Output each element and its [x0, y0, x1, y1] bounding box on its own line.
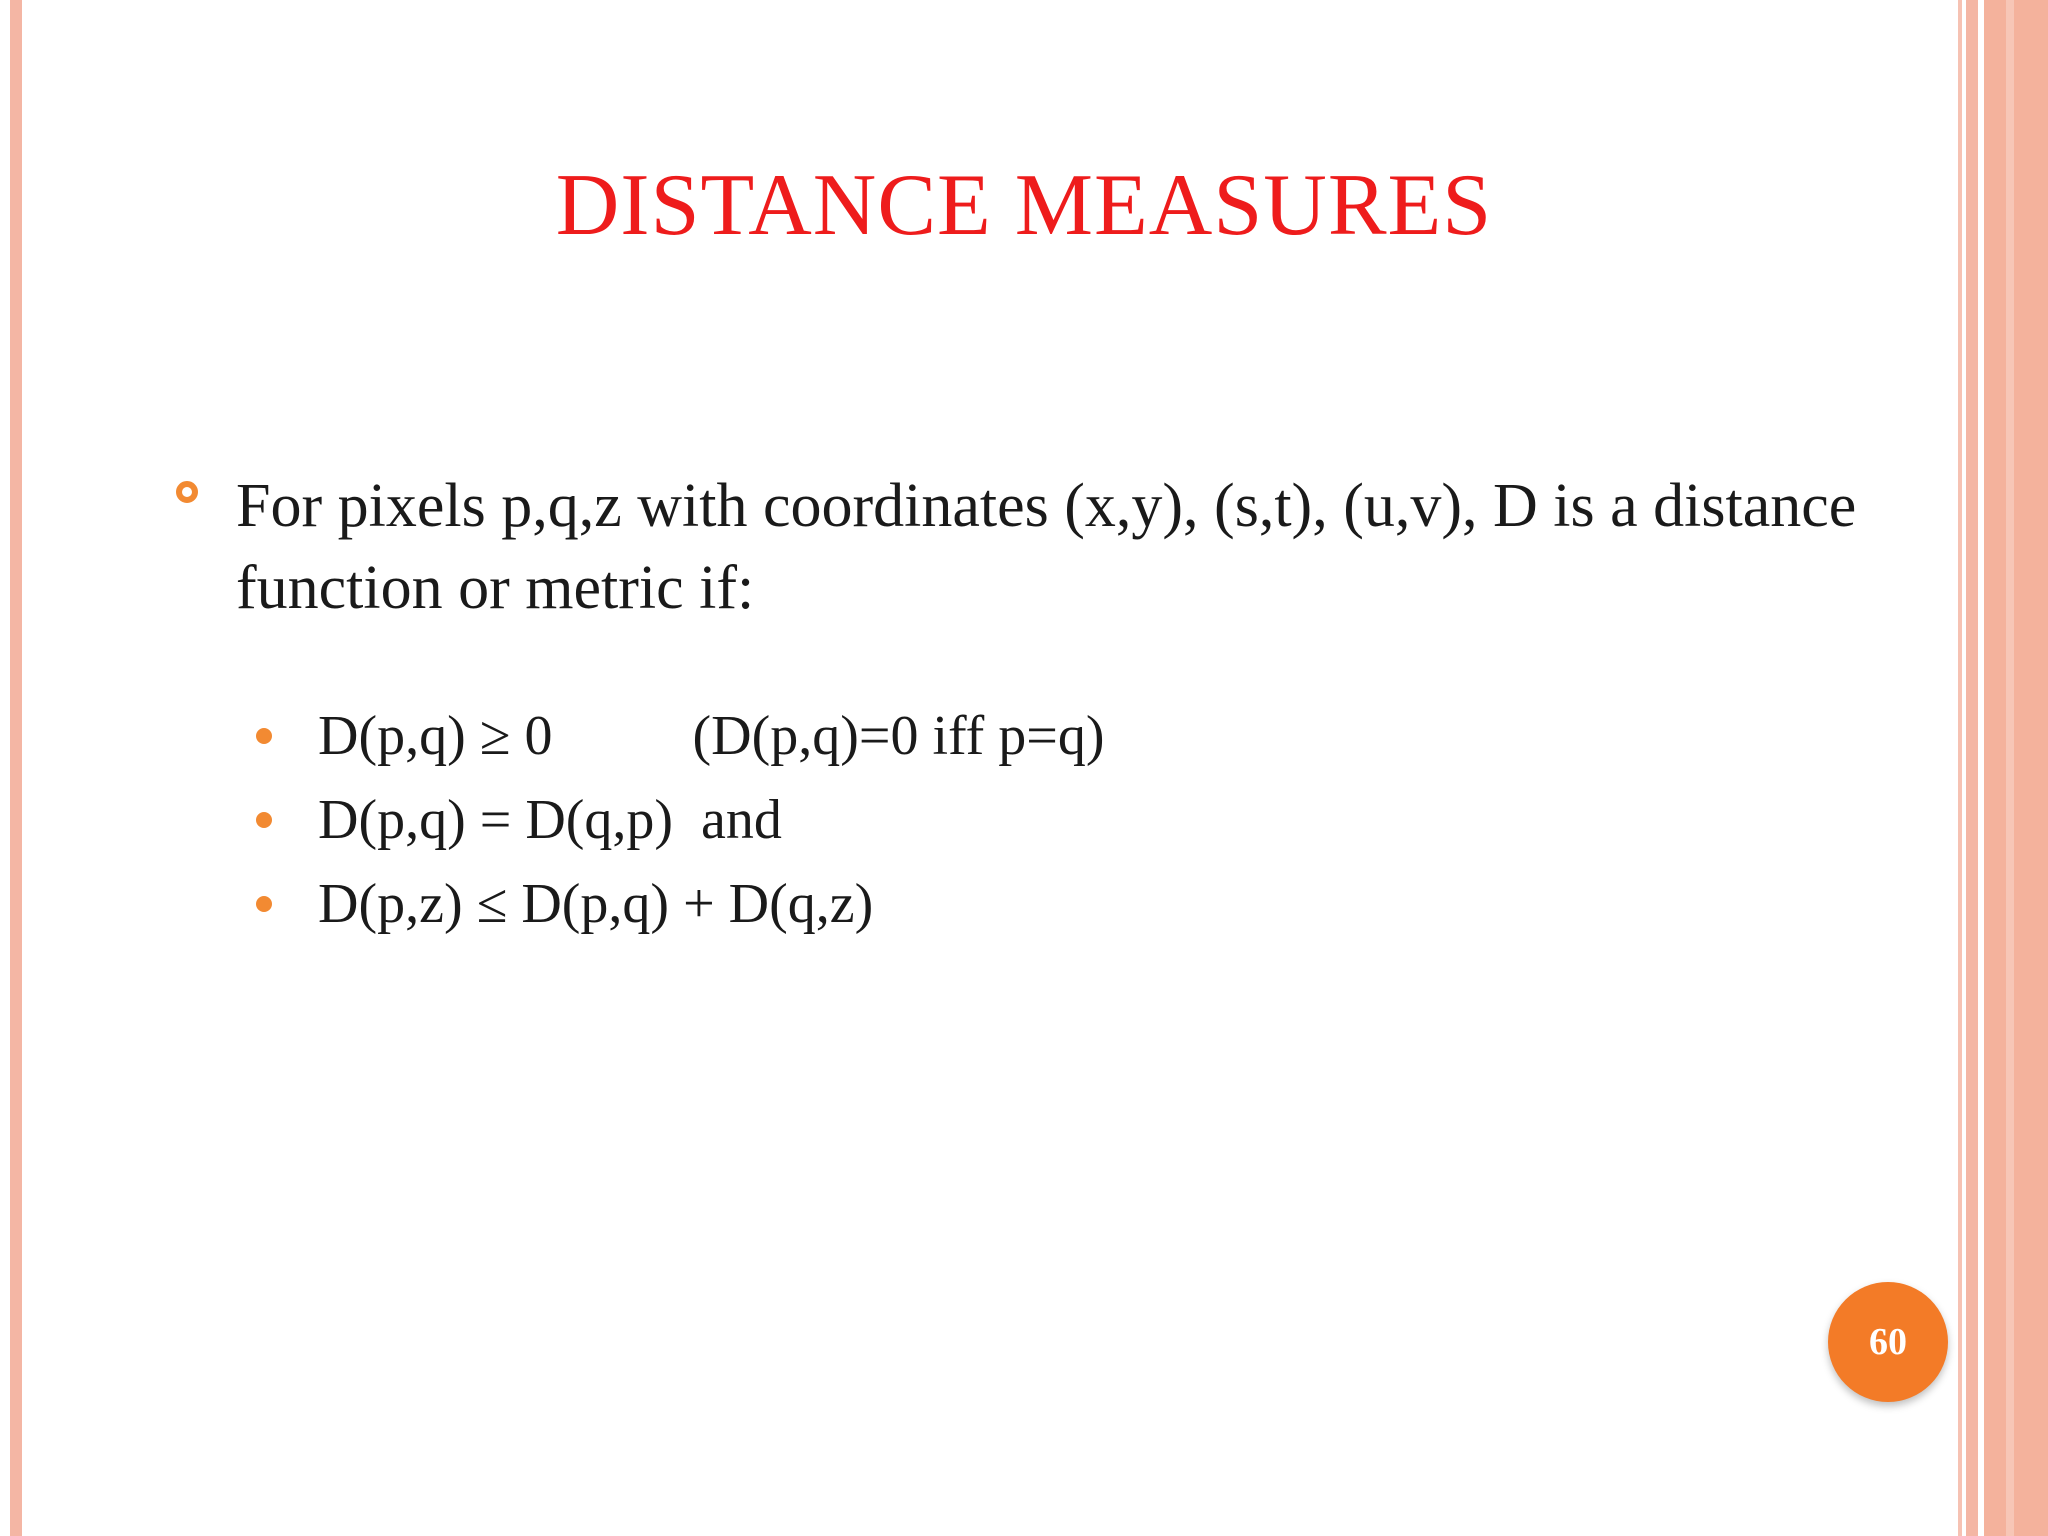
- page-number-badge: 60: [1828, 1282, 1948, 1402]
- dot-bullet-icon: [256, 728, 272, 744]
- dot-bullet-icon: [256, 812, 272, 828]
- list-item: [256, 868, 874, 952]
- dot-bullet-icon: [256, 896, 272, 912]
- sub-bullet-text: D(p,q) = D(q,p) and: [318, 789, 782, 851]
- slide-title: DISTANCE MEASURES: [555, 157, 1493, 254]
- list-item: [256, 784, 782, 868]
- sub-bullet-text: D(p,z) ≤ D(p,q) + D(q,z): [318, 873, 874, 935]
- main-bullet-text: For pixels p,q,z with coordinates (x,y), (s,t), (u,v), D is a distance function or metric if:: [236, 472, 1857, 622]
- list-item: [256, 700, 1105, 784]
- ring-bullet-icon: [176, 481, 198, 503]
- sub-bullet-list: [256, 700, 1105, 952]
- sub-bullet-text: D(p,q) ≥ 0 (D(p,q)=0 iff p=q): [318, 705, 1105, 767]
